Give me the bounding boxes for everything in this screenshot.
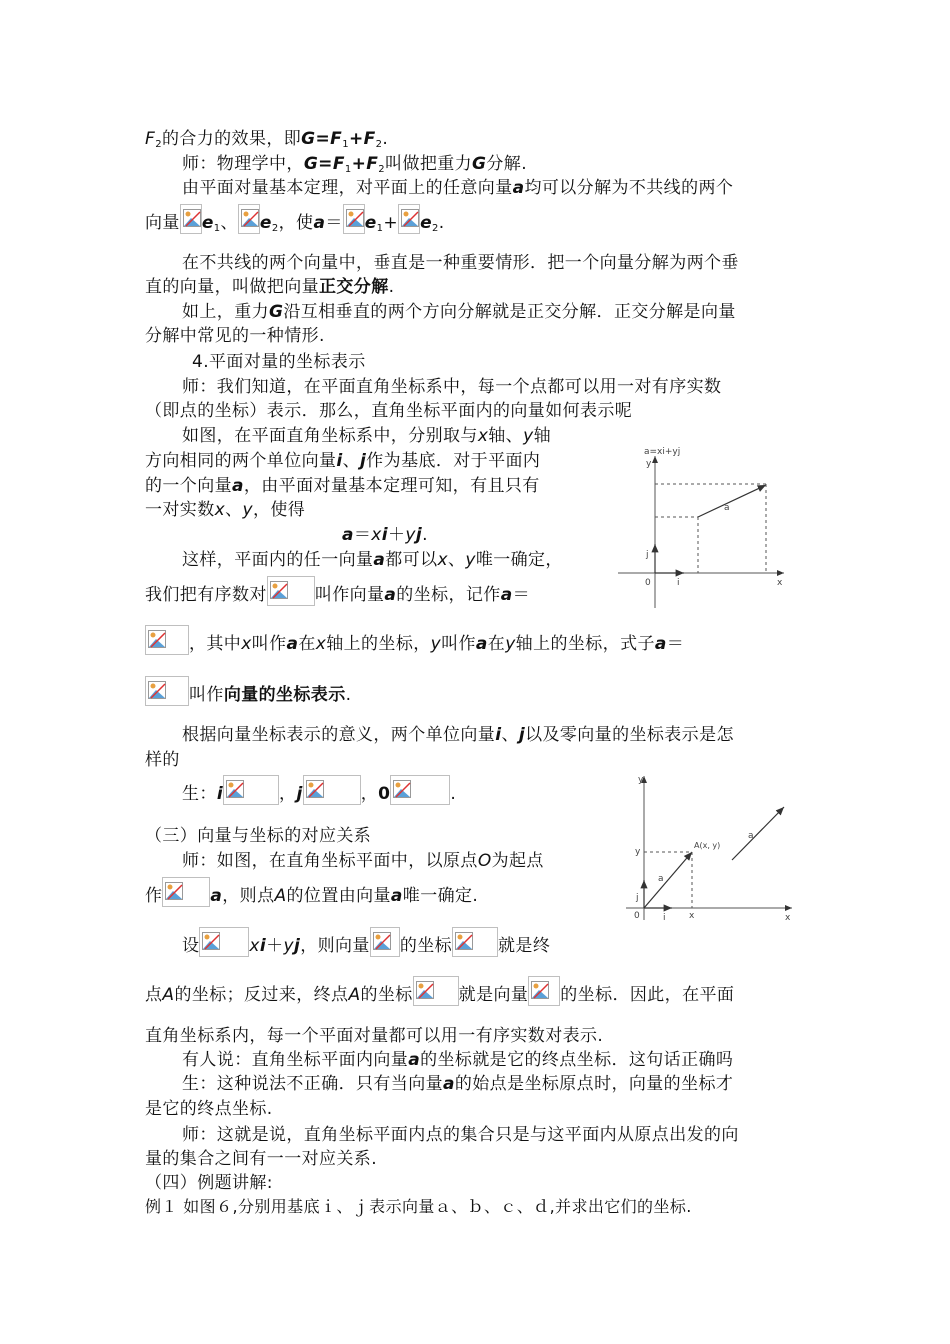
image-placeholder [452,927,498,957]
text-line: 直的向量，叫做把向量正交分解. [145,277,395,297]
text-line: 根据向量坐标表示的意义，两个单位向量i、j以及零向量的坐标表示是怎 [182,725,734,745]
broken-image-icon [346,209,364,227]
text-line: 如上，重力G沿互相垂直的两个方向分解就是正交分解．正交分解是向量 [182,302,736,322]
image-placeholder [180,204,202,234]
text-line: 我们把有序数对 叫作向量a的坐标，记作a＝ [145,576,530,606]
image-placeholder [162,877,210,907]
text-line: 如图，在平面直角坐标系中，分别取与x轴、y轴 [182,426,551,446]
y-coordinate-label: y [635,847,641,857]
broken-image-icon [165,882,183,900]
text-line: 直角坐标系内，每一个平面对量都可以用一有序实数对表示. [145,1026,604,1046]
unit-vector-i-label: i [663,913,666,922]
image-placeholder [145,625,189,655]
figure-title: a=xi+yj [644,447,681,457]
image-placeholder [145,676,189,706]
text-line: 生：这种说法不正确．只有当向量a的始点是坐标原点时，向量的坐标才 [182,1074,734,1094]
vector-a [698,485,766,517]
broken-image-icon [373,932,391,950]
text-line: 样的 [145,750,180,770]
origin-label: 0 [634,911,640,921]
coordinate-figure-2 [620,770,800,922]
text-line: 是它的终点坐标. [145,1099,273,1119]
text-line: ，其中x叫作a在x轴上的坐标，y叫作a在y轴上的坐标，式子a＝ [145,625,684,655]
text-line: 生：i ，j ，0 . [182,775,456,805]
image-placeholder [267,576,315,606]
text-line: 这样，平面内的任一向量a都可以x、y唯一确定， [182,550,563,570]
text-line: 量的集合之间有一一对应关系. [145,1149,378,1169]
text-line: $F_2$的合力的效果，即$G=F_1+F_2$. [145,129,389,150]
vector-oa-label: a [658,874,664,884]
unit-vector-j-label: j [646,550,649,560]
broken-image-icon [202,932,220,950]
origin-label: 0 [645,578,651,588]
text-line: 叫作向量的坐标表示. [145,676,351,706]
y-axis-label: y [646,459,652,469]
text-line: （即点的坐标）表示．那么，直角坐标平面内的向量如何表示呢 [145,401,633,421]
image-placeholder [223,775,279,805]
broken-image-icon [416,981,434,999]
formula: a＝xi＋yj. [342,525,428,545]
image-placeholder [238,204,260,234]
text-line: 师：物理学中，$G=F_1+F_2$叫做把重力G分解. [182,154,528,175]
unit-vector-i-label: i [677,578,680,588]
text-line: 一对实数x、y，使得 [145,500,306,520]
unit-vector-j-label: j [636,893,639,903]
point-a-label: A(x, y) [694,841,721,850]
section-heading: 4.平面对量的坐标表示 [192,352,366,372]
coordinate-figure-1 [614,440,794,612]
broken-image-icon [226,780,244,798]
section-heading: （三）向量与坐标的对应关系 [145,826,372,846]
broken-image-icon [393,780,411,798]
broken-image-icon [306,780,324,798]
vector-a [732,807,784,860]
text-line: 师：如图，在直角坐标平面中，以原点O为起点 [182,851,544,871]
text-line: 点A的坐标；反过来，终点A的坐标 就是向量 的坐标．因此，在平面 [145,976,734,1006]
broken-image-icon [455,932,473,950]
image-placeholder [303,775,361,805]
broken-image-icon [148,681,166,699]
broken-image-icon [270,581,288,599]
text-line: 的一个向量a，由平面对量基本定理可知，有且只有 [145,476,540,496]
text-line: 向量 $e_1$、 $e_2$，使a＝ $e_1+$ $e_2$. [145,204,445,240]
text-line: 在不共线的两个向量中，垂直是一种重要情形．把一个向量分解为两个垂 [182,253,739,273]
broken-image-icon [148,630,166,648]
section-heading: （四）例题讲解: [145,1173,273,1193]
text-line: 师：这就是说，直角坐标平面内点的集合只是与这平面内从原点出发的向 [182,1125,739,1145]
text-line: 设 xi＋yj，则向量 的坐标 就是终 [182,927,550,957]
text-line: 方向相同的两个单位向量i、j作为基底．对于平面内 [145,451,541,471]
text-line: 分解中常见的一种情形. [145,326,325,346]
image-placeholder [528,976,560,1006]
y-axis-label: y [638,775,644,785]
text-line: 作 a，则点A的位置由向量a唯一确定. [145,877,478,907]
image-placeholder [199,927,249,957]
image-placeholder [370,927,400,957]
image-placeholder [343,204,365,234]
vector-oa [644,852,692,908]
broken-image-icon [531,981,549,999]
broken-image-icon [241,209,259,227]
image-placeholder [390,775,450,805]
x-coordinate-label: x [689,911,695,921]
image-placeholder [413,976,459,1006]
x-axis-label: x [785,913,791,922]
text-line: 师：我们知道，在平面直角坐标系中，每一个点都可以用一对有序实数 [182,377,722,397]
vector-a-label: a [724,503,730,513]
x-axis-label: x [777,578,783,588]
broken-image-icon [401,209,419,227]
vector-a-label: a [748,831,754,841]
example-line: 例１ 如图６,分别用基底ｉ、ｊ表示向量ａ、ｂ、ｃ、ｄ,并求出它们的坐标. [145,1197,692,1216]
broken-image-icon [183,209,201,227]
text-line: 由平面对量基本定理，对平面上的任意向量a均可以分解为不共线的两个 [182,178,734,198]
image-placeholder [398,204,420,234]
text-line: 有人说：直角坐标平面内向量a的坐标就是它的终点坐标．这句话正确吗 [182,1050,734,1070]
